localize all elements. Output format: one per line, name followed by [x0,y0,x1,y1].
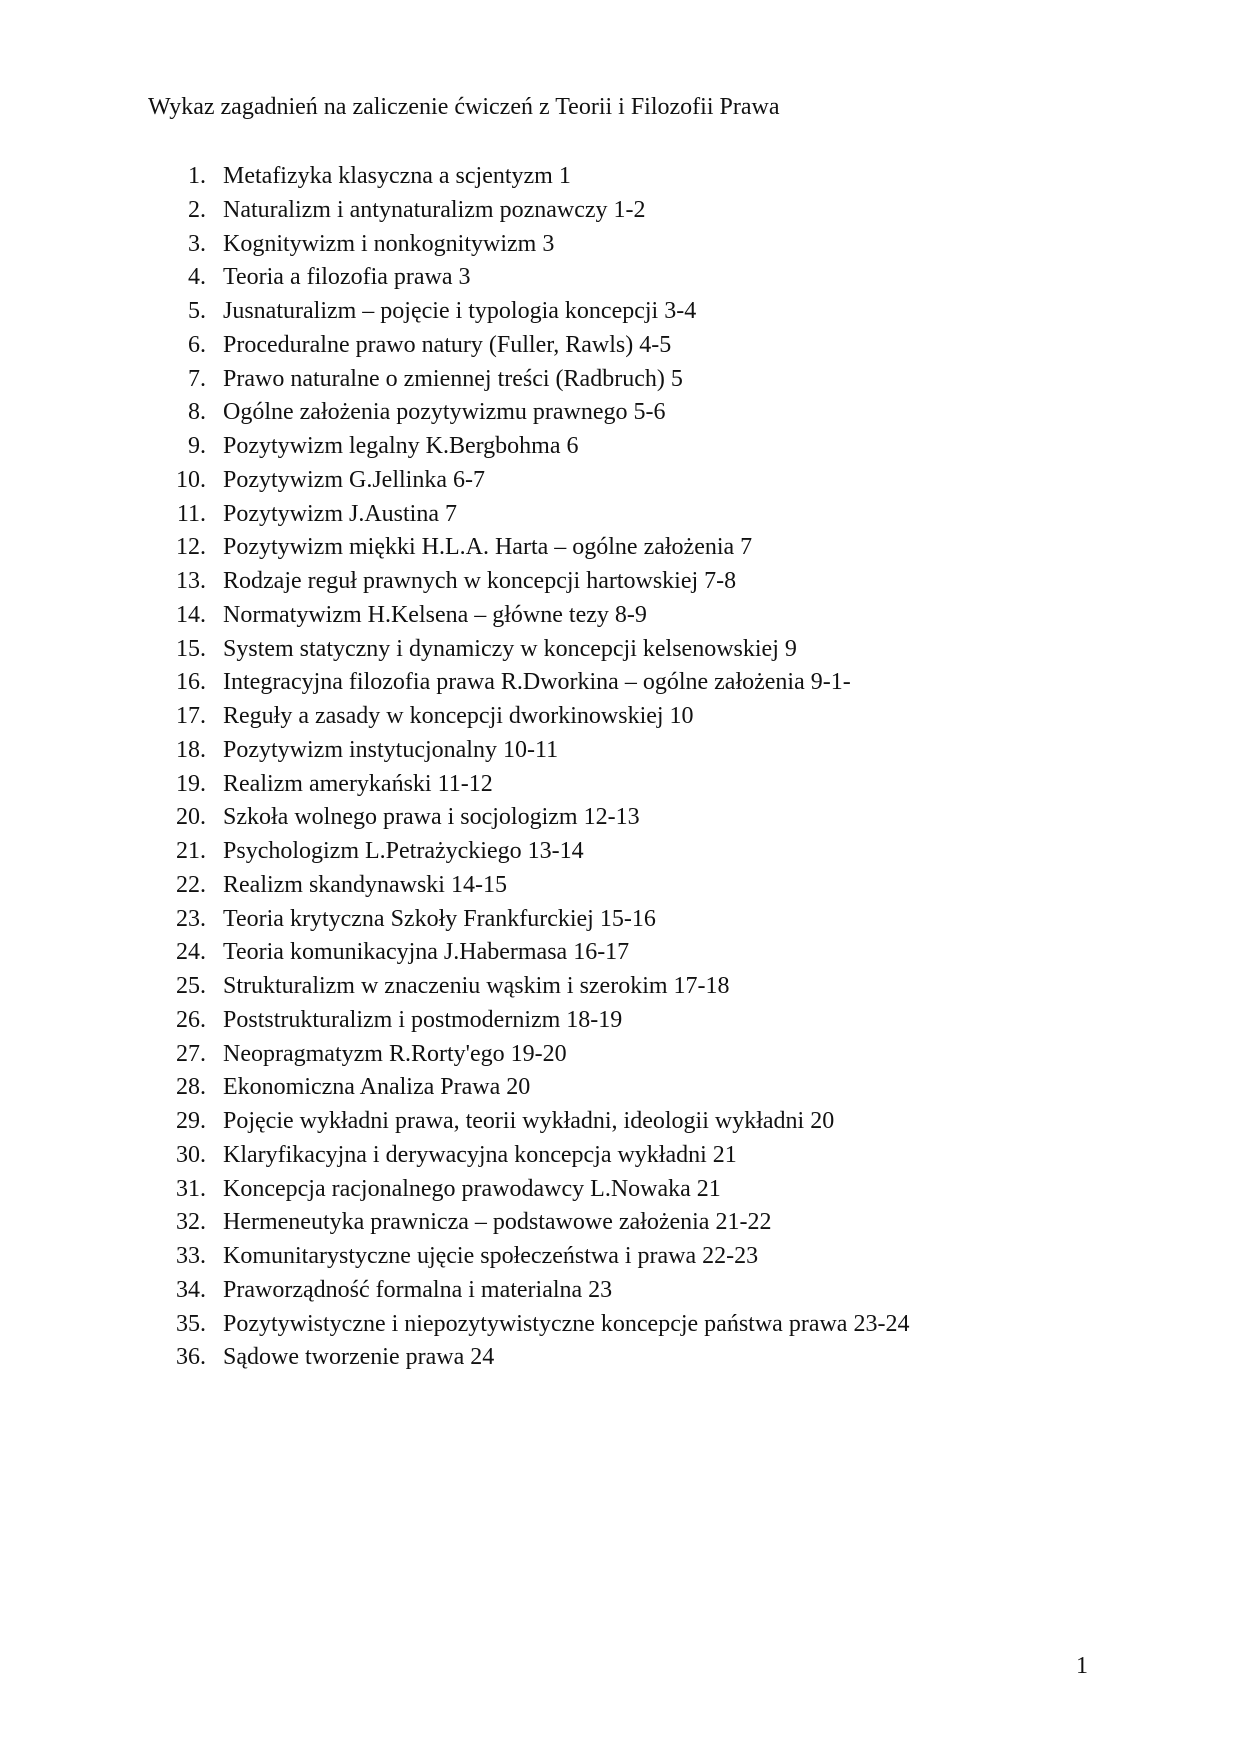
list-item-number: 14. [176,601,206,628]
list-item-number: 28. [176,1074,206,1101]
list-item-text: Klaryfikacyjna i derywacyjna koncepcja wykładni 21 [223,1141,737,1168]
list-item-number: 33. [176,1243,206,1269]
page-number: 1 [1076,1653,1088,1679]
list-item-number: 32. [176,1209,206,1236]
document-title: Wykaz zagadnień na zaliczenie ćwiczeń z Teorii i Filozofii Prawa [148,94,780,120]
list-item-text: Strukturalizm w znaczeniu wąskim i szerokim 17-18 [223,973,730,999]
list-item-text: Rodzaje reguł prawnych w koncepcji hartowskiej 7-8 [223,568,737,594]
list-item-number: 25. [176,973,206,999]
list-item-number: 20. [176,804,206,831]
list-item-number: 21. [176,838,206,864]
list-item-number: 9. [188,433,206,459]
list-item-number: 23. [176,905,206,932]
list-item-text: Pozytywistyczne i niepozytywistyczne koncepcje państwa prawa 23-24 [223,1310,910,1337]
list-item-text: Pozytywizm J.Austina 7 [223,500,457,527]
list-item-text: Prawo naturalne o zmiennej treści (Radbruch) 5 [223,365,683,392]
list-item-number: 5. [188,298,206,324]
list-item-text: Realizm skandynawski 14-15 [223,871,507,898]
list-item-number: 26. [176,1006,206,1033]
list-item-text: Sądowe tworzenie prawa 24 [223,1344,495,1371]
list-item-number: 11. [176,500,206,527]
list-item-text: Metafizyka klasyczna a scjentyzm 1 [223,163,571,189]
list-item-text: Teoria komunikacyjna J.Habermasa 16-17 [223,939,630,966]
list-item-text: Reguły a zasady w koncepcji dworkinowskiej 10 [223,703,694,729]
list-item-number: 3. [188,230,206,257]
list-item-text: Proceduralne prawo natury (Fuller, Rawls) 4-5 [223,331,672,358]
list-item-number: 36. [176,1344,206,1371]
list-item-text: Ekonomiczna Analiza Prawa 20 [223,1074,531,1101]
list-item-number: 2. [188,196,206,223]
list-item-number: 13. [176,568,206,594]
list-item-text: Integracyjna filozofia prawa R.Dworkina – ogólne założenia 9-1- [223,669,851,696]
list-item-number: 19. [176,770,206,797]
list-item-number: 4. [188,264,206,291]
list-item-text: Kognitywizm i nonkognitywizm 3 [223,230,555,257]
list-item-text: Realizm amerykański 11-12 [223,770,493,797]
list-item-number: 29. [176,1108,206,1134]
list-item-text: Naturalizm i antynaturalizm poznawczy 1-2 [223,196,646,223]
list-item-text: Pojęcie wykładni prawa, teorii wykładni, ideologii wykładni 20 [223,1108,835,1134]
list-item-text: Szkoła wolnego prawa i socjologizm 12-13 [223,804,640,831]
list-item-number: 15. [176,635,206,662]
list-item-number: 6. [188,331,206,358]
list-item-text: Ogólne założenia pozytywizmu prawnego 5-6 [223,399,666,426]
list-item-number: 1. [188,163,206,189]
list-item-text: Pozytywizm legalny K.Bergbohma 6 [223,433,579,459]
list-item-text: Komunitarystyczne ujęcie społeczeństwa i prawa 22-23 [223,1243,759,1269]
list-item-number: 35. [176,1310,206,1337]
list-item-number: 17. [176,703,206,729]
list-item-text: Pozytywizm instytucjonalny 10-11 [223,736,559,763]
list-item-number: 34. [176,1276,206,1303]
list-item-text: System statyczny i dynamiczy w koncepcji kelsenowskiej 9 [223,635,797,662]
list-item-text: Koncepcja racjonalnego prawodawcy L.Nowaka 21 [223,1175,721,1202]
list-item-text: Neopragmatyzm R.Rorty'ego 19-20 [223,1040,567,1067]
list-item-text: Praworządność formalna i materialna 23 [223,1276,613,1303]
list-item-text: Teoria krytyczna Szkoły Frankfurckiej 15-16 [223,905,656,932]
list-item-number: 18. [176,736,206,763]
list-item-text: Pozytywizm miękki H.L.A. Harta – ogólne założenia 7 [223,534,753,561]
list-item-number: 24. [176,939,206,966]
list-item-text: Psychologizm L.Petrażyckiego 13-14 [223,838,584,864]
list-item-number: 8. [188,399,206,426]
list-item-number: 27. [176,1040,206,1067]
list-item-text: Jusnaturalizm – pojęcie i typologia koncepcji 3-4 [223,298,697,324]
list-item-text: Normatywizm H.Kelsena – główne tezy 8-9 [223,601,647,628]
list-item-number: 16. [176,669,206,696]
list-item-number: 7. [188,365,206,392]
list-item-number: 10. [176,466,206,493]
list-item-text: Poststrukturalizm i postmodernizm 18-19 [223,1006,623,1033]
list-item-number: 12. [176,534,206,561]
list-item-text: Hermeneutyka prawnicza – podstawowe założenia 21-22 [223,1209,772,1236]
list-item-text: Teoria a filozofia prawa 3 [223,264,471,291]
list-item-number: 31. [176,1175,206,1202]
list-item-number: 22. [176,871,206,898]
list-item-text: Pozytywizm G.Jellinka 6-7 [223,466,485,493]
list-item-number: 30. [176,1141,206,1168]
